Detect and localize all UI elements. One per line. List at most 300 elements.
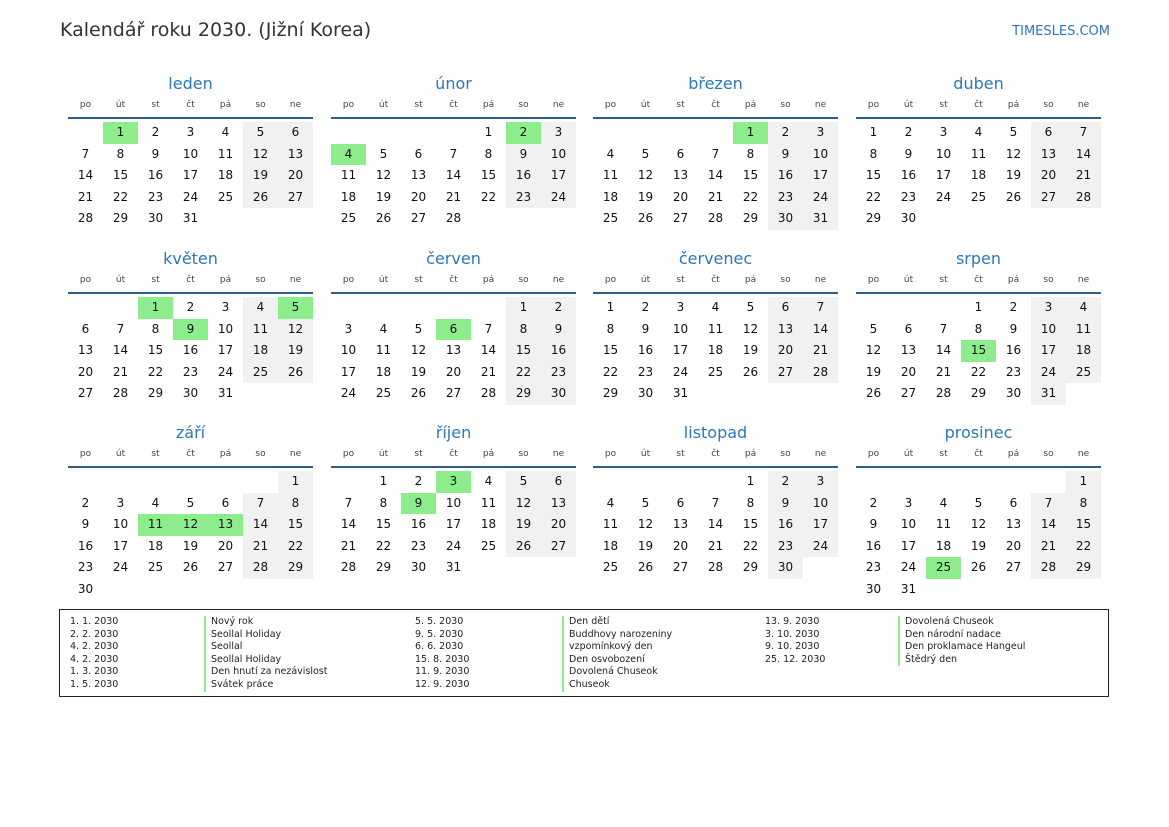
day-cell: 5 bbox=[379, 146, 388, 161]
day-cell: 19 bbox=[1005, 168, 1022, 182]
weekday-label: pá bbox=[1007, 449, 1020, 459]
day-cell: 24 bbox=[803, 187, 838, 209]
weekday-label: so bbox=[780, 275, 791, 285]
day-cell: 23 bbox=[77, 560, 94, 574]
day-cell: 20 bbox=[410, 189, 427, 204]
holiday-name: Seollal Holiday bbox=[204, 654, 328, 667]
day-cell: 27 bbox=[77, 386, 94, 400]
day-cell: 29 bbox=[506, 383, 541, 405]
day-cell: 15 bbox=[112, 168, 129, 182]
day-cell: 8 bbox=[379, 495, 388, 510]
day-cell: 19 bbox=[865, 364, 882, 379]
day-cell: 15 bbox=[278, 514, 313, 536]
day-cell: 3 bbox=[221, 300, 230, 314]
day-cell: 22 bbox=[506, 362, 541, 384]
day-cell: 26 bbox=[742, 364, 759, 379]
holiday-name: vzpomínkový den bbox=[562, 641, 672, 654]
day-cell: 12 bbox=[637, 168, 654, 182]
day-cell: 6 bbox=[676, 146, 685, 161]
month-block bbox=[331, 248, 576, 405]
day-cell: 4 bbox=[974, 125, 983, 139]
day-cell: 26 bbox=[970, 560, 987, 574]
weekday-label: ne bbox=[1077, 275, 1090, 285]
day-cell: 31 bbox=[672, 386, 689, 400]
holiday-name: Den proklamace Hangeul bbox=[898, 641, 1025, 654]
empty-cell bbox=[856, 471, 891, 493]
day-cell: 28 bbox=[803, 362, 838, 384]
day-cell: 1 bbox=[138, 297, 173, 319]
weekday-label: pá bbox=[482, 449, 495, 459]
day-cell: 12 bbox=[173, 514, 208, 536]
day-cell: 5 bbox=[278, 297, 313, 319]
weekday-label: po bbox=[604, 449, 617, 459]
day-cell: 28 bbox=[1066, 187, 1101, 209]
holiday-names-col-1 bbox=[204, 616, 328, 692]
day-cell: 24 bbox=[445, 538, 462, 553]
weekday-label: st bbox=[676, 449, 685, 459]
day-cell: 19 bbox=[970, 538, 987, 553]
day-cell: 1 bbox=[974, 300, 983, 314]
day-cell: 8 bbox=[746, 146, 755, 161]
weekday-label: út bbox=[903, 100, 914, 110]
day-cell: 15 bbox=[147, 343, 164, 357]
empty-cell bbox=[663, 122, 698, 144]
day-cell: 21 bbox=[707, 538, 724, 553]
day-cell: 17 bbox=[672, 343, 689, 357]
weekday-label: ne bbox=[552, 100, 565, 110]
weekday-label: st bbox=[676, 100, 685, 110]
day-cell: 27 bbox=[672, 211, 689, 225]
empty-cell bbox=[331, 122, 366, 144]
day-cell: 15 bbox=[1066, 514, 1101, 536]
day-cell: 19 bbox=[637, 538, 654, 553]
day-cell: 12 bbox=[375, 168, 392, 182]
day-cell: 7 bbox=[116, 321, 125, 336]
weekday-label: st bbox=[151, 449, 160, 459]
day-cell: 3 bbox=[803, 122, 838, 144]
weekday-label: po bbox=[604, 100, 617, 110]
day-cell: 17 bbox=[935, 168, 952, 182]
holiday-date: 9. 5. 2030 bbox=[415, 628, 464, 640]
day-cell: 2 bbox=[151, 125, 160, 139]
weekday-label: ne bbox=[814, 100, 827, 110]
holiday-list bbox=[59, 609, 1109, 697]
weekday-label: ne bbox=[289, 275, 302, 285]
day-cell: 16 bbox=[768, 514, 803, 536]
day-cell: 5 bbox=[506, 471, 541, 493]
day-cell: 27 bbox=[278, 187, 313, 209]
day-cell: 26 bbox=[637, 211, 654, 225]
day-cell: 1 bbox=[379, 474, 388, 488]
day-cell: 29 bbox=[1066, 557, 1101, 579]
day-cell: 22 bbox=[742, 189, 759, 204]
day-cell: 25 bbox=[602, 560, 619, 574]
day-cell: 27 bbox=[672, 560, 689, 574]
day-cell: 18 bbox=[217, 168, 234, 182]
day-cell: 5 bbox=[243, 122, 278, 144]
day-cell: 24 bbox=[803, 536, 838, 558]
empty-cell bbox=[243, 471, 278, 493]
day-grid bbox=[856, 468, 1101, 600]
weekday-label: pá bbox=[482, 275, 495, 285]
day-cell: 6 bbox=[768, 297, 803, 319]
day-cell: 25 bbox=[375, 386, 392, 400]
day-cell: 9 bbox=[768, 493, 803, 515]
day-cell: 22 bbox=[742, 538, 759, 553]
weekday-label: po bbox=[79, 100, 92, 110]
holiday-date: 1. 1. 2030 bbox=[70, 616, 119, 627]
weekday-label: čt bbox=[974, 449, 983, 459]
day-cell: 16 bbox=[182, 343, 199, 357]
day-cell: 7 bbox=[711, 146, 720, 161]
day-cell: 30 bbox=[768, 557, 803, 579]
day-cell: 23 bbox=[768, 536, 803, 558]
day-cell: 19 bbox=[410, 364, 427, 379]
weekday-label: út bbox=[378, 449, 389, 459]
day-cell: 11 bbox=[602, 517, 619, 531]
site-link[interactable]: TIMESLES.COM bbox=[1012, 24, 1110, 39]
day-cell: 26 bbox=[375, 211, 392, 225]
weekday-label: čt bbox=[974, 100, 983, 110]
weekday-label: st bbox=[414, 449, 423, 459]
day-cell: 13 bbox=[1005, 517, 1022, 531]
weekday-header bbox=[331, 270, 576, 294]
day-cell: 3 bbox=[116, 495, 125, 510]
day-cell: 10 bbox=[803, 493, 838, 515]
day-cell: 21 bbox=[112, 364, 129, 379]
month-name: listopad bbox=[683, 423, 748, 442]
day-cell: 22 bbox=[970, 364, 987, 379]
day-cell: 23 bbox=[410, 538, 427, 553]
day-cell: 6 bbox=[221, 495, 230, 510]
holiday-dates-col-2 bbox=[415, 616, 469, 692]
day-cell: 25 bbox=[926, 557, 961, 579]
weekday-label: ne bbox=[289, 100, 302, 110]
day-cell: 16 bbox=[147, 168, 164, 182]
day-cell: 26 bbox=[243, 187, 278, 209]
day-cell: 16 bbox=[77, 538, 94, 553]
day-cell: 1 bbox=[484, 125, 493, 139]
day-cell: 17 bbox=[1031, 340, 1066, 362]
day-cell: 2 bbox=[541, 297, 576, 319]
day-cell: 27 bbox=[1005, 560, 1022, 574]
day-cell: 3 bbox=[939, 125, 948, 139]
weekday-label: pá bbox=[744, 100, 757, 110]
empty-cell bbox=[68, 471, 103, 493]
day-cell: 4 bbox=[379, 321, 388, 336]
day-cell: 14 bbox=[243, 514, 278, 536]
weekday-label: čt bbox=[974, 275, 983, 285]
day-cell: 23 bbox=[147, 189, 164, 204]
day-cell: 25 bbox=[217, 189, 234, 204]
day-cell: 1 bbox=[506, 297, 541, 319]
day-cell: 8 bbox=[116, 146, 125, 161]
weekday-label: pá bbox=[744, 449, 757, 459]
day-cell: 7 bbox=[711, 495, 720, 510]
day-cell: 14 bbox=[1066, 144, 1101, 166]
day-cell: 10 bbox=[1031, 319, 1066, 341]
day-cell: 15 bbox=[742, 168, 759, 182]
day-cell: 18 bbox=[480, 517, 497, 531]
day-cell: 20 bbox=[541, 514, 576, 536]
day-cell: 24 bbox=[340, 386, 357, 400]
day-cell: 15 bbox=[602, 343, 619, 357]
empty-cell bbox=[891, 297, 926, 319]
month-name: prosinec bbox=[944, 423, 1013, 442]
month-name: květen bbox=[163, 249, 218, 268]
holiday-date: 12. 9. 2030 bbox=[415, 678, 470, 690]
weekday-label: po bbox=[604, 275, 617, 285]
day-cell: 7 bbox=[344, 495, 353, 510]
day-cell: 5 bbox=[869, 321, 878, 336]
day-cell: 9 bbox=[506, 144, 541, 166]
day-cell: 1 bbox=[733, 122, 768, 144]
empty-cell bbox=[401, 122, 436, 144]
weekday-header bbox=[593, 95, 838, 119]
day-cell: 10 bbox=[182, 146, 199, 161]
weekday-label: út bbox=[378, 275, 389, 285]
day-cell: 26 bbox=[278, 362, 313, 384]
day-cell: 19 bbox=[243, 165, 278, 187]
day-cell: 17 bbox=[445, 517, 462, 531]
day-cell: 4 bbox=[606, 146, 615, 161]
holiday-date: 1. 3. 2030 bbox=[70, 666, 119, 678]
day-cell: 17 bbox=[803, 514, 838, 536]
weekday-label: so bbox=[780, 100, 791, 110]
weekday-label: ne bbox=[289, 449, 302, 459]
month-block bbox=[331, 73, 576, 230]
day-cell: 19 bbox=[375, 189, 392, 204]
day-cell: 13 bbox=[900, 343, 917, 357]
day-cell: 7 bbox=[81, 146, 90, 161]
day-cell: 18 bbox=[970, 168, 987, 182]
day-cell: 20 bbox=[900, 364, 917, 379]
weekday-label: pá bbox=[482, 100, 495, 110]
day-cell: 17 bbox=[217, 343, 234, 357]
day-cell: 27 bbox=[410, 211, 427, 225]
day-cell: 1 bbox=[746, 474, 755, 488]
day-cell: 10 bbox=[340, 343, 357, 357]
day-cell: 9 bbox=[904, 146, 913, 161]
day-cell: 14 bbox=[480, 343, 497, 357]
day-cell: 21 bbox=[445, 189, 462, 204]
day-cell: 14 bbox=[77, 168, 94, 182]
weekday-label: po bbox=[867, 275, 880, 285]
day-cell: 26 bbox=[506, 536, 541, 558]
day-cell: 31 bbox=[445, 560, 462, 574]
day-grid bbox=[68, 468, 313, 600]
empty-cell bbox=[331, 297, 366, 319]
weekday-label: pá bbox=[219, 275, 232, 285]
day-cell: 14 bbox=[803, 319, 838, 341]
day-cell: 23 bbox=[541, 362, 576, 384]
weekday-label: čt bbox=[449, 100, 458, 110]
day-cell: 18 bbox=[243, 340, 278, 362]
day-cell: 10 bbox=[803, 144, 838, 166]
month-block bbox=[593, 248, 838, 405]
weekday-label: so bbox=[255, 100, 266, 110]
holiday-dates-col-1 bbox=[70, 616, 118, 692]
day-cell: 7 bbox=[1066, 122, 1101, 144]
day-cell: 6 bbox=[436, 319, 471, 341]
day-cell: 14 bbox=[935, 343, 952, 357]
weekday-label: po bbox=[867, 449, 880, 459]
day-grid bbox=[331, 294, 576, 405]
empty-cell bbox=[1031, 471, 1066, 493]
day-cell: 8 bbox=[484, 146, 493, 161]
weekday-label: ne bbox=[1077, 100, 1090, 110]
day-cell: 1 bbox=[869, 125, 878, 139]
day-cell: 9 bbox=[641, 321, 650, 336]
day-cell: 22 bbox=[865, 189, 882, 204]
day-cell: 19 bbox=[182, 538, 199, 553]
day-cell: 30 bbox=[541, 383, 576, 405]
day-cell: 31 bbox=[182, 211, 199, 225]
holiday-date: 4. 2. 2030 bbox=[70, 641, 119, 653]
weekday-label: út bbox=[903, 275, 914, 285]
day-cell: 17 bbox=[182, 168, 199, 182]
day-cell: 10 bbox=[445, 495, 462, 510]
day-cell: 5 bbox=[186, 495, 195, 510]
weekday-header bbox=[331, 444, 576, 468]
day-cell: 22 bbox=[112, 189, 129, 204]
day-cell: 14 bbox=[707, 517, 724, 531]
day-cell: 6 bbox=[1031, 122, 1066, 144]
day-cell: 15 bbox=[961, 340, 996, 362]
day-cell: 12 bbox=[506, 493, 541, 515]
day-grid bbox=[68, 119, 313, 230]
empty-cell bbox=[926, 297, 961, 319]
empty-cell bbox=[996, 471, 1031, 493]
holiday-date: 2. 2. 2030 bbox=[70, 628, 119, 640]
weekday-label: st bbox=[414, 275, 423, 285]
weekday-label: út bbox=[640, 275, 651, 285]
day-cell: 28 bbox=[707, 560, 724, 574]
day-cell: 9 bbox=[401, 493, 436, 515]
day-cell: 25 bbox=[1066, 362, 1101, 384]
day-grid bbox=[593, 294, 838, 405]
holiday-names-col-2 bbox=[562, 616, 672, 692]
weekday-label: ne bbox=[552, 449, 565, 459]
empty-cell bbox=[366, 122, 401, 144]
empty-cell bbox=[856, 297, 891, 319]
weekday-header bbox=[593, 270, 838, 294]
day-cell: 3 bbox=[541, 122, 576, 144]
day-cell: 10 bbox=[112, 517, 129, 531]
day-grid bbox=[68, 294, 313, 405]
day-cell: 23 bbox=[1005, 364, 1022, 379]
day-cell: 11 bbox=[935, 517, 952, 531]
holiday-name: Nový rok bbox=[204, 616, 328, 629]
day-cell: 15 bbox=[375, 517, 392, 531]
day-cell: 22 bbox=[278, 536, 313, 558]
day-cell: 21 bbox=[803, 340, 838, 362]
day-cell: 10 bbox=[672, 321, 689, 336]
weekday-header bbox=[856, 270, 1101, 294]
holiday-name: Den národní nadace bbox=[898, 629, 1025, 642]
day-cell: 11 bbox=[138, 514, 173, 536]
day-cell: 12 bbox=[637, 517, 654, 531]
day-cell: 30 bbox=[77, 581, 94, 596]
day-cell: 13 bbox=[1031, 144, 1066, 166]
day-grid bbox=[593, 468, 838, 579]
day-cell: 20 bbox=[1031, 165, 1066, 187]
page-title: Kalendář roku 2030. (Jižní Korea) bbox=[60, 19, 372, 41]
weekday-label: čt bbox=[186, 100, 195, 110]
weekday-label: út bbox=[903, 449, 914, 459]
weekday-label: st bbox=[939, 275, 948, 285]
day-grid bbox=[856, 119, 1101, 230]
day-cell: 23 bbox=[506, 187, 541, 209]
day-cell: 17 bbox=[340, 364, 357, 379]
day-cell: 15 bbox=[506, 340, 541, 362]
day-cell: 30 bbox=[182, 386, 199, 400]
day-cell: 17 bbox=[900, 538, 917, 553]
day-cell: 29 bbox=[970, 386, 987, 400]
day-cell: 21 bbox=[1031, 536, 1066, 558]
day-cell: 18 bbox=[602, 189, 619, 204]
day-cell: 20 bbox=[77, 364, 94, 379]
weekday-label: po bbox=[867, 100, 880, 110]
day-cell: 22 bbox=[602, 364, 619, 379]
day-cell: 24 bbox=[935, 189, 952, 204]
holiday-date: 4. 2. 2030 bbox=[70, 653, 119, 665]
empty-cell bbox=[663, 471, 698, 493]
weekday-label: čt bbox=[711, 275, 720, 285]
day-cell: 24 bbox=[900, 560, 917, 574]
weekday-label: ne bbox=[552, 275, 565, 285]
day-cell: 7 bbox=[484, 321, 493, 336]
weekday-label: pá bbox=[219, 100, 232, 110]
empty-cell bbox=[68, 122, 103, 144]
empty-cell bbox=[593, 471, 628, 493]
month-block bbox=[593, 422, 838, 579]
day-cell: 12 bbox=[970, 517, 987, 531]
day-cell: 20 bbox=[217, 538, 234, 553]
day-cell: 21 bbox=[340, 538, 357, 553]
weekday-header bbox=[593, 444, 838, 468]
day-cell: 17 bbox=[803, 165, 838, 187]
weekday-label: pá bbox=[1007, 275, 1020, 285]
day-cell: 6 bbox=[1009, 495, 1018, 510]
holiday-date: 11. 9. 2030 bbox=[415, 666, 470, 678]
holiday-date: 15. 8. 2030 bbox=[415, 653, 470, 665]
day-cell: 14 bbox=[112, 343, 129, 357]
day-cell: 30 bbox=[768, 208, 803, 230]
month-block bbox=[856, 73, 1101, 230]
day-cell: 2 bbox=[186, 300, 195, 314]
day-cell: 7 bbox=[1031, 493, 1066, 515]
day-cell: 4 bbox=[711, 300, 720, 314]
day-cell: 25 bbox=[707, 364, 724, 379]
day-cell: 3 bbox=[186, 125, 195, 139]
day-cell: 26 bbox=[865, 386, 882, 400]
day-cell: 21 bbox=[935, 364, 952, 379]
day-cell: 14 bbox=[707, 168, 724, 182]
day-cell: 23 bbox=[900, 189, 917, 204]
day-cell: 3 bbox=[1031, 297, 1066, 319]
day-cell: 31 bbox=[217, 386, 234, 400]
day-cell: 9 bbox=[541, 319, 576, 341]
day-cell: 1 bbox=[1066, 471, 1101, 493]
day-cell: 4 bbox=[606, 495, 615, 510]
day-cell: 25 bbox=[243, 362, 278, 384]
day-cell: 10 bbox=[541, 144, 576, 166]
day-cell: 13 bbox=[768, 319, 803, 341]
day-cell: 4 bbox=[331, 144, 366, 166]
day-cell: 14 bbox=[340, 517, 357, 531]
holiday-name: Chuseok bbox=[562, 679, 672, 692]
